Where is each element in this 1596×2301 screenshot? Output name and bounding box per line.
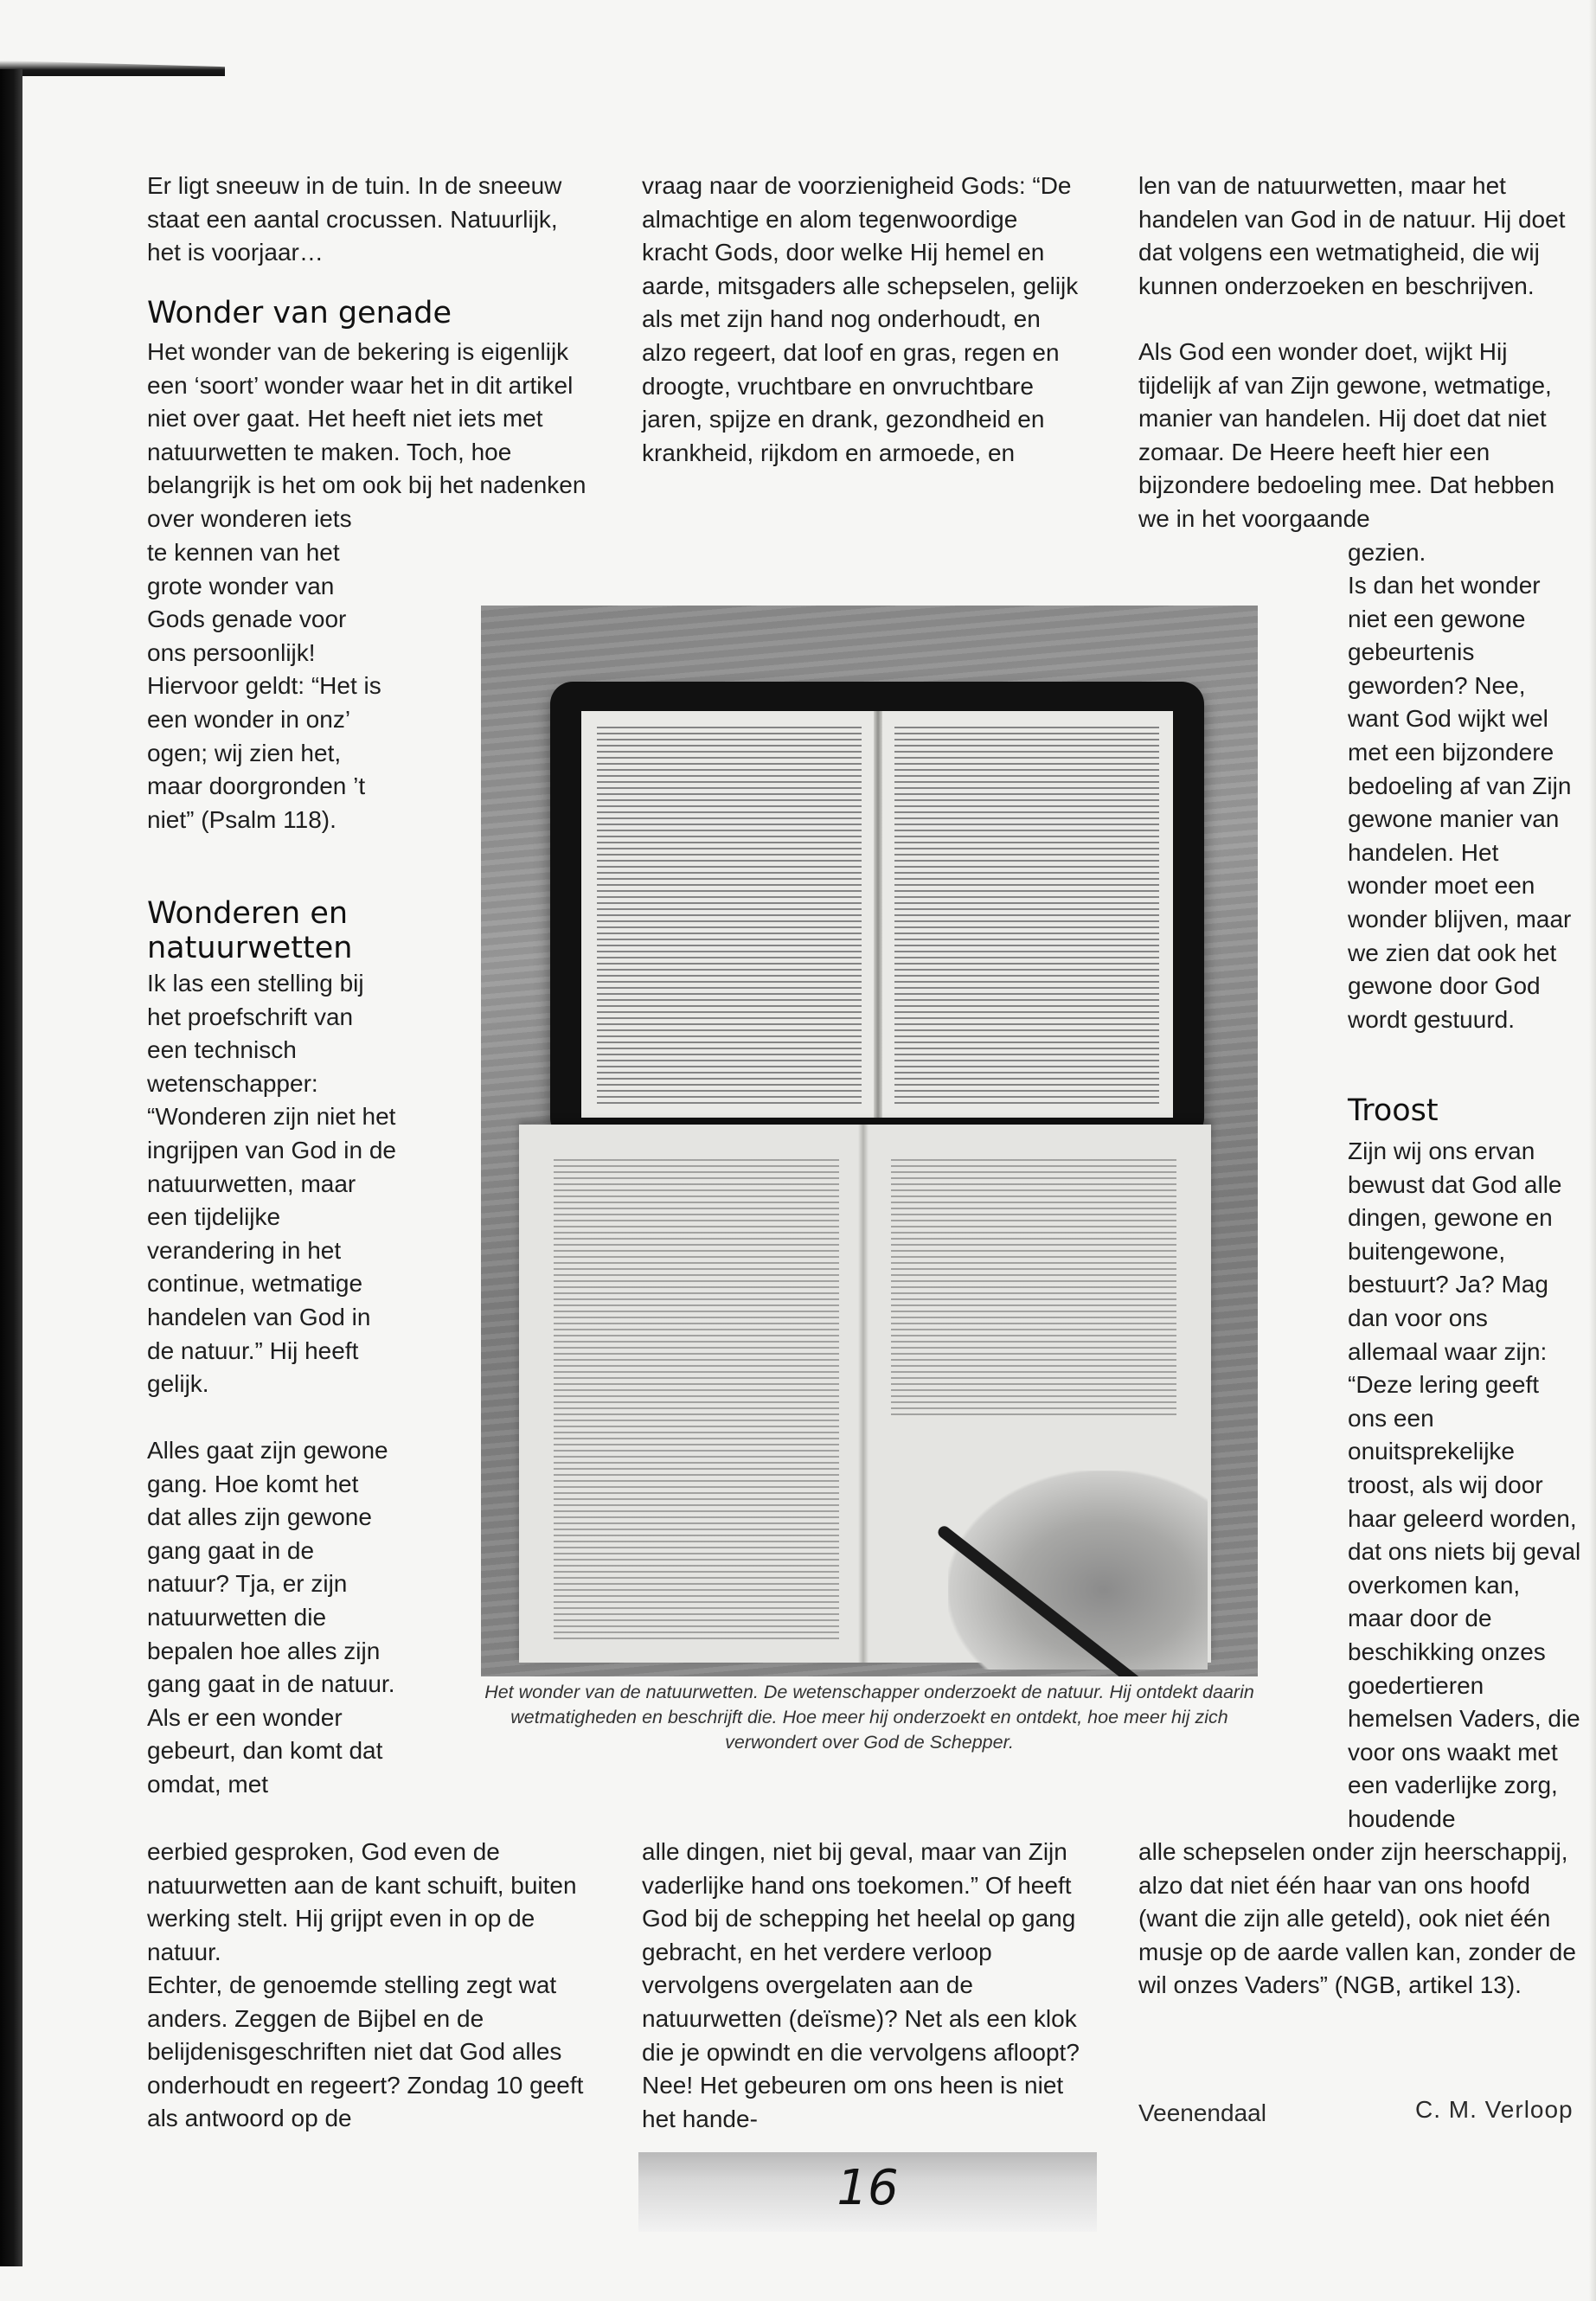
scan-edge-left <box>0 69 22 2266</box>
heading-wonder-van-genade: Wonder van genade <box>147 296 452 330</box>
col2-top-paragraph: vraag naar de voorzienigheid Gods: “De almachtige en alom tegenwoordige kracht Gods, door welke Hij hemel en aarde, mitsgaders alle schepselen, gelijk als met zijn hand nog onderhoudt, en alzo regeert, dat loof en gras, regen en droogte, vruchtbare en onvruchtbare jaren, spijze en drank, gezondheid en krankheid, rijkdom en armoede, en <box>642 172 1079 466</box>
photo-caption: Het wonder van de natuurwetten. De wetenschapper onderzoekt de natuur. Hij ontdekt daarin wetmatigheden en beschrijft die. Hoe meer hij onderzoekt en ontdekt, hoe meer hij zich verwondert over God de Schepper. <box>484 1682 1254 1753</box>
col3-narrow-gezien: gezien. <box>1348 539 1426 566</box>
genade-paragraph-wide: Het wonder van de bekering is eigenlijk een ‘soort’ wonder waar het in dit artikel niet over gaat. Het heeft niet iets met natuurwetten te maken. Toch, hoe belangrijk is het om ook bij het nadenken over wonderen iets <box>147 338 586 532</box>
signature-author: C. M. Verloop <box>1415 2096 1574 2123</box>
page-fold <box>1589 0 1596 2301</box>
col2-bottom-paragraph: alle dingen, niet bij geval, maar van Zijn vaderlijke hand ons toekomen.” Of heeft God bij de schepping het heelal op gang gebracht, en het verdere verloop vervolgens overgelaten aan de natuurwetten (deïsme)? Net als een klok die je opwindt en die vervolgens afloopt? Nee! Het gebeuren om ons heen is niet het hande- <box>642 1838 1080 2132</box>
col3-narrow-paragraph: Is dan het wonder niet een gewone gebeurtenis geworden? Nee, want God wijkt wel met een bijzondere bedoeling af van Zijn gewone manier van handelen. Het wonder moet een wonder blijven, maar we zien dat ook het gewone door God wordt gestuurd. <box>1348 572 1572 1033</box>
troost-paragraph: Zijn wij ons ervan bewust dat God alle dingen, gewone en buitengewone, bestuurt? Ja? Mag dan voor ons allemaal waar zijn: “Deze lering geeft ons een onuitsprekelijke troost, als wij door haar geleerd worden, dat ons niets bij geval overkomen kan, maar door de beschikking onzes goedertieren hemelsen Vaders, die voor ons waakt met een vaderlijke zorg, houdende <box>1348 1138 1581 1832</box>
col3-top-paragraph-b: Als God een wonder doet, wijkt Hij tijdelijk af van Zijn gewone, wetmatige, manier van handelen. Hij doet dat niet zomaar. De Heere heeft hier een bijzondere bedoeling mee. Dat hebben we in het voorgaande <box>1138 338 1555 532</box>
genade-paragraph-narrow: te kennen van het grote wonder van Gods genade voor ons persoonlijk! Hiervoor geldt: “Het is een wonder in onz’ ogen; wij zien het, maar doorgronden ’t niet” (Psalm 118). <box>147 539 381 833</box>
scan-edge-top <box>0 61 225 76</box>
natuur-paragraph-a: Ik las een stelling bij het proefschrift van een technisch wetenschapper: “Wonderen zijn niet het ingrijpen van God in de natuurwetten, maar een tijdelijke verandering in het continue, wetmatige handelen van God in de natuur.” Hij heeft gelijk. <box>147 970 396 1398</box>
heading-troost: Troost <box>1348 1093 1439 1128</box>
bible-image <box>550 682 1204 1140</box>
bottom-paragraph-a: eerbied gesproken, God even de natuurwetten aan de kant schuift, buiten werking stelt. Hij grijpt even in op de natuur. <box>147 1838 577 1965</box>
page-number: 16 <box>836 2160 899 2216</box>
col3-top-paragraph: len van de natuurwetten, maar het handelen van God in de natuur. Hij doet dat volgens een wetmatigheid, die wij kunnen onderzoeken en beschrijven. <box>1138 172 1566 299</box>
signature-place: Veenendaal <box>1138 2099 1266 2126</box>
natuur-paragraph-b: Alles gaat zijn gewone gang. Hoe komt het dat alles zijn gewone gang gaat in de natuur? Tja, er zijn natuurwetten die bepalen hoe alles zijn gang gaat in de natuur. Als er een wonder gebeurt, dan komt dat omdat, met <box>147 1437 395 1798</box>
col3-bottom-paragraph: alle schepselen onder zijn heerschappij, alzo dat niet één haar van ons hoofd (want die zijn alle geteld), ook niet één musje op de aarde vallen kan, zonder de wil onzes Vaders” (NGB, artikel 13). <box>1138 1838 1576 1999</box>
intro-paragraph: Er ligt sneeuw in de tuin. In de sneeuw staat een aantal crocussen. Natuurlijk, het is voorjaar… <box>147 172 562 266</box>
heading-wonderen-en-natuurwetten: Wonderen en natuurwetten <box>147 896 353 965</box>
bottom-paragraph-b: Echter, de genoemde stelling zegt wat anders. Zeggen de Bijbel en de belijdenisgeschriften niet dat God alles onderhoudt en regeert? Zondag 10 geeft als antwoord op de <box>147 1971 584 2132</box>
article-photo <box>481 606 1258 1676</box>
